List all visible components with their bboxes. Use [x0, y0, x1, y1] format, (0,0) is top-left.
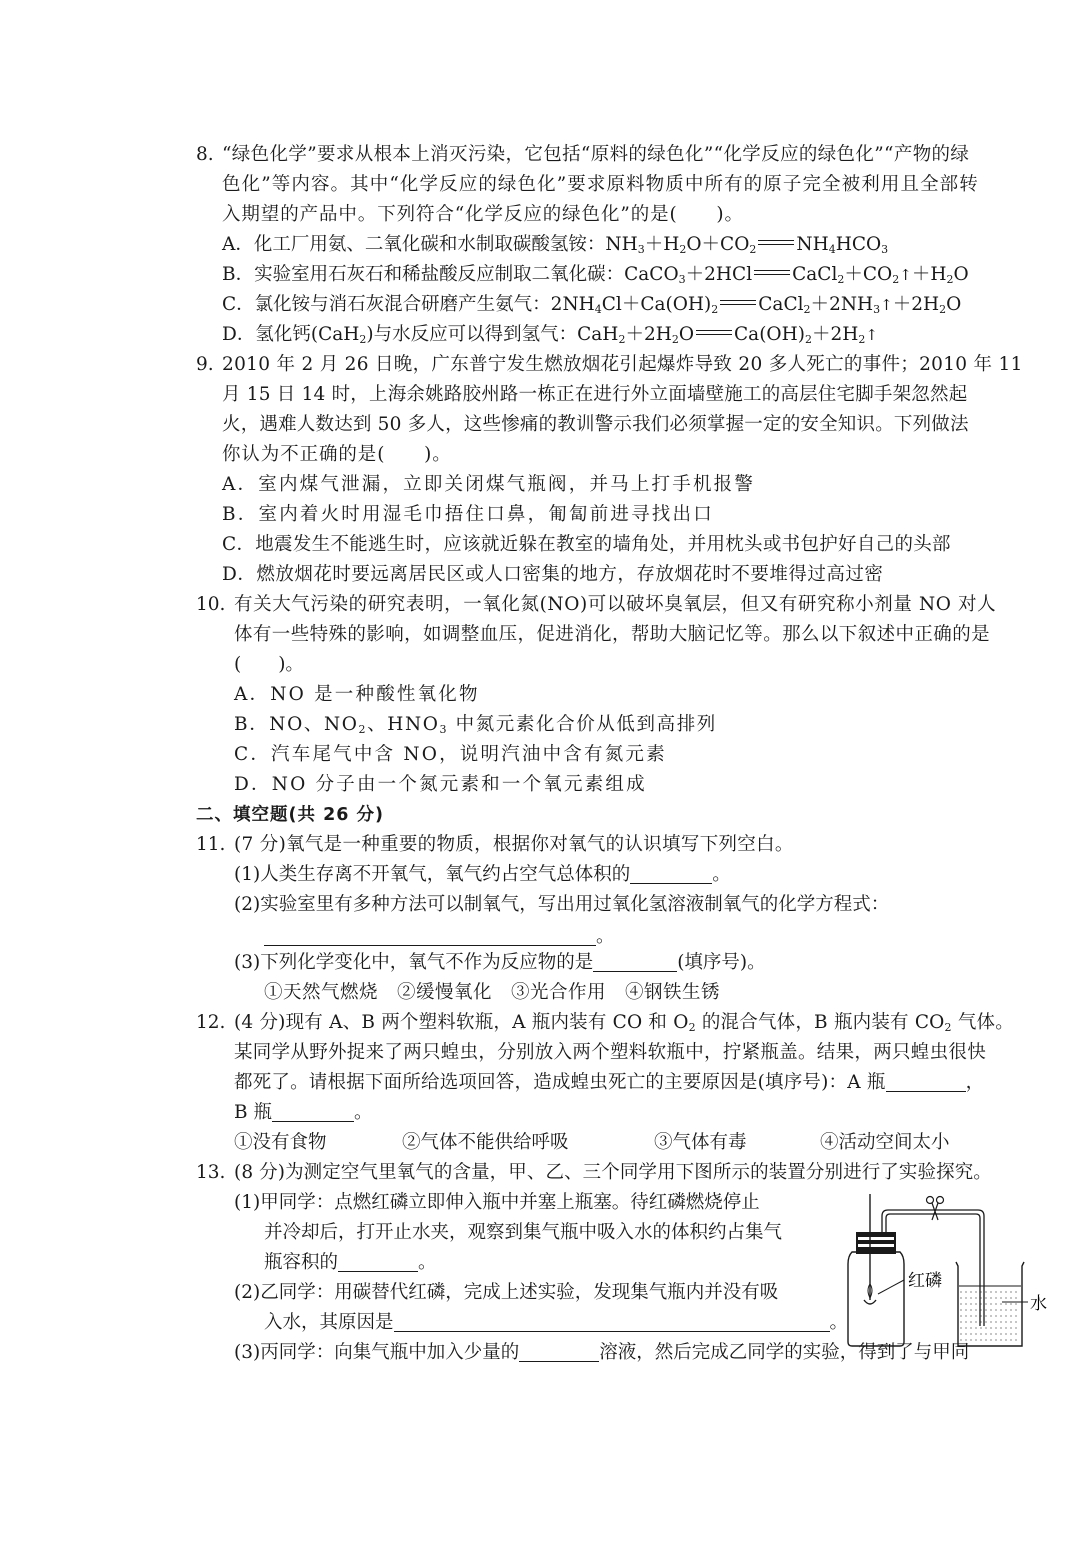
plus: ＋	[911, 264, 931, 285]
q13-part2-line1: (2)乙同学：用碳替代红磷，完成上述实验，发现集气瓶内并没有吸	[234, 1282, 779, 1303]
sub: 3	[881, 243, 889, 256]
f-2h: 2H	[911, 294, 940, 315]
formula	[605, 234, 888, 255]
f-cl: Cl	[601, 294, 622, 315]
answer-blank[interactable]	[886, 1071, 966, 1092]
period: 。	[353, 1102, 373, 1123]
formula	[624, 264, 969, 285]
sub: 3	[873, 303, 881, 316]
plus: ＋	[811, 324, 831, 345]
gas-arrow: ↑	[880, 296, 893, 314]
q8-stem-line3: 入期望的产品中。下列符合“化学反应的绿色化”的是( )。	[222, 204, 744, 225]
q13-part1-line2: 并冷却后，打开止水夹，观察到集气瓶中吸入水的体积约占集气	[264, 1222, 783, 1243]
f-nh: NH	[796, 234, 829, 255]
f-2nh: 2NH	[550, 294, 595, 315]
answer-blank[interactable]	[264, 925, 596, 946]
q11-part2: (2)实验室里有多种方法可以制氧气，写出用过氧化氢溶液制氧气的化学方程式：	[234, 894, 890, 915]
plus: ＋	[621, 294, 641, 315]
formula	[577, 324, 878, 345]
sub: 2	[803, 303, 811, 316]
q12-stem-line2: 某同学从野外捉来了两只蝗虫，分别放入两个塑料软瓶中，拧紧瓶盖。结果，两只蝗虫很快	[234, 1042, 987, 1063]
q9-option-b: B．室内着火时用湿毛巾捂住口鼻，匍匐前进寻找出口	[222, 504, 714, 525]
sub: 2	[858, 333, 866, 346]
period: 。	[418, 1252, 437, 1273]
q9-number: 9.	[196, 354, 214, 375]
answer-blank[interactable]	[272, 1101, 354, 1122]
q9-stem-line3: 火，遇难人数达到 50 多人，这些惨痛的教训警示我们必须掌握一定的安全知识。下列做法	[222, 414, 969, 435]
sub: 2	[946, 273, 954, 286]
f-o: O	[678, 324, 695, 345]
gas-arrow: ↑	[865, 326, 878, 344]
q12-stem-line4-text: B 瓶	[234, 1102, 272, 1123]
delivery-tube	[882, 1210, 984, 1326]
q9-stem-line1: 2010 年 2 月 26 日晚，广东普宁发生燃放烟花引起爆炸导致 20 多人死亡的事件；2010 年 11	[222, 354, 1023, 375]
q9-stem-line2: 月 15 日 14 时，上海余姚路胶州路一栋正在进行外立面墙壁施工的高层住宅脚手架忽然起	[222, 384, 968, 405]
sub: 2	[939, 303, 947, 316]
sub: 2	[358, 723, 368, 736]
q11-part3-suffix: (填序号)。	[677, 952, 766, 973]
f-2h: 2H	[643, 324, 672, 345]
q11-part1	[234, 860, 731, 890]
q11-part3	[234, 948, 766, 978]
q9-option-d: D．燃放烟花时要远离居民区或人口密集的地方，存放烟花时不要堆得过高过密	[222, 564, 884, 585]
q10-option-b-part2: 、HNO	[367, 714, 440, 735]
q12-stem-line4	[234, 1098, 373, 1128]
f-cacl: CaCl	[758, 294, 804, 315]
q12-stem-line1-part1: (4 分)现有 A、B 两个塑料软瓶，A 瓶内装有 CO 和 O	[234, 1012, 689, 1033]
sub: 2	[804, 333, 812, 346]
sub: 2	[671, 333, 679, 346]
q8-option-a-text: A．化工厂用氨、二氧化碳和水制取碳酸氢铵：	[222, 234, 606, 255]
q10-option-c: C．汽车尾气中含 NO，说明汽油中含有氮元素	[234, 744, 667, 765]
period: 。	[712, 864, 731, 885]
water	[960, 1292, 1020, 1340]
q12-stem-line1-part3: 气体。	[951, 1012, 1014, 1033]
q13-part1-line3	[264, 1248, 437, 1278]
q11-part3-text: (3)下列化学变化中，氧气不作为反应物的是	[234, 952, 594, 973]
q13-part3-suffix: 溶液，然后完成乙同学的实验，得到了与甲同	[599, 1342, 970, 1363]
sub: 3	[439, 723, 449, 736]
q11-part3-options: ①天然气燃烧 ②缓慢氧化 ③光合作用 ④钢铁生锈	[264, 982, 721, 1003]
q8-option-d	[222, 320, 878, 350]
q13-part1-line3-text: 瓶容积的	[264, 1252, 339, 1273]
q12-stem-line1	[234, 1008, 1014, 1038]
q12-option-2: ②气体不能供给呼吸	[402, 1132, 569, 1153]
sub: 2	[749, 243, 757, 256]
plus: ＋	[685, 264, 705, 285]
q8-option-c-text: C．氯化铵与消石灰混合研磨产生氨气：	[222, 294, 551, 315]
q8-option-d-text2: )与水反应可以得到氢气：	[366, 324, 578, 345]
answer-blank[interactable]	[593, 951, 677, 972]
q12-stem-line3-text: 都死了。请根据下面所给选项回答，造成蝗虫死亡的主要原因是(填序号)：A 瓶	[234, 1072, 886, 1093]
q13-stem: (8 分)为测定空气里氧气的含量，甲、乙、三个同学用下图所示的装置分别进行了实验探究。	[234, 1162, 992, 1183]
q13-part1-line1: (1)甲同学：点燃红磷立即伸入瓶中并塞上瓶塞。待红磷燃烧停止	[234, 1192, 760, 1213]
period: 。	[829, 1312, 849, 1333]
sub: 3	[637, 243, 645, 256]
answer-blank[interactable]	[630, 863, 712, 884]
sub: 2	[618, 333, 626, 346]
q10-option-a: A．NO 是一种酸性氧化物	[234, 684, 480, 705]
f-h: H	[930, 264, 947, 285]
f-co: CO	[720, 234, 750, 255]
equals-sign	[758, 240, 794, 245]
sub: 2	[688, 1021, 696, 1034]
sub: 2	[359, 333, 367, 346]
sub: 2	[679, 243, 687, 256]
q13-part2-line2	[264, 1308, 848, 1338]
period: 。	[596, 926, 615, 947]
q8-option-d-text: D．氢化钙(	[222, 324, 319, 345]
q11-part1-text: (1)人类生存离不开氧气，氧气约占空气总体积的	[234, 864, 631, 885]
plus: ＋	[892, 294, 912, 315]
q12-option-1: ①没有食物	[234, 1132, 327, 1153]
plus: ＋	[844, 264, 863, 285]
q8-option-a	[222, 230, 888, 260]
q8-option-c	[222, 290, 961, 320]
q8-number: 8.	[196, 144, 214, 165]
f-caoh: Ca(OH)	[640, 294, 712, 315]
answer-blank[interactable]	[519, 1341, 599, 1362]
q8-stem-line2: 色化”等内容。其中“化学反应的绿色化”要求原料物质中所有的原子完全被利用且全部转	[222, 174, 979, 195]
label-water: 水	[1030, 1294, 1047, 1314]
q8-stem-line1: “绿色化学”要求从根本上消灭污染，它包括“原料的绿色化”“化学反应的绿色化”“产物的绿	[222, 144, 970, 165]
q9-stem-line4: 你认为不正确的是( )。	[222, 444, 452, 465]
q12-stem-line3	[234, 1068, 984, 1098]
q11-number: 11.	[196, 834, 226, 855]
q10-option-d: D．NO 分子由一个氮元素和一个氧元素组成	[234, 774, 647, 795]
q11-stem: (7 分)氧气是一种重要的物质，根据你对氧气的认识填写下列空白。	[234, 834, 794, 855]
f-hcl: 2HCl	[704, 264, 753, 285]
q12-number: 12.	[196, 1012, 226, 1033]
q13-number: 13.	[196, 1162, 226, 1183]
f-cah: CaH	[318, 324, 360, 345]
q9-option-a: A．室内煤气泄漏，立即关闭煤气瓶阀，并马上打手机报警	[222, 474, 756, 495]
answer-blank[interactable]	[338, 1251, 418, 1272]
q10-number: 10.	[196, 594, 226, 615]
plus: ＋	[701, 234, 721, 255]
q10-stem-line2: 体有一些特殊的影响，如调整血压，促进消化，帮助大脑记忆等。那么以下叙述中正确的是	[234, 624, 991, 645]
f-o: O	[686, 234, 702, 255]
q10-option-b	[234, 710, 717, 740]
sub: 2	[837, 273, 845, 286]
gas-arrow: ↑	[899, 266, 912, 284]
sub: 4	[594, 303, 602, 316]
plus: ＋	[810, 294, 830, 315]
sub: 2	[711, 303, 719, 316]
answer-blank[interactable]	[394, 1311, 830, 1332]
q12-stem-line1-part2: 的混合气体，B 瓶内装有 CO	[695, 1012, 945, 1033]
q8-option-b	[222, 260, 969, 290]
f-o: O	[953, 264, 969, 285]
q10-stem-line1: 有关大气污染的研究表明，一氧化氮(NO)可以破坏臭氧层，但又有研究称小剂量 NO 对人	[234, 594, 997, 615]
f-caoh: Ca(OH)	[734, 324, 805, 345]
section-heading: 二、填空题(共 26 分)	[196, 805, 385, 825]
f-caco: CaCO	[624, 264, 679, 285]
q12-option-4: ④活动空间太小	[820, 1132, 950, 1153]
f-cacl: CaCl	[792, 264, 838, 285]
rubber-stopper	[856, 1232, 896, 1254]
q13-part3-text: (3)丙同学：向集气瓶中加入少量的	[234, 1342, 520, 1363]
plus: ＋	[625, 324, 644, 345]
q10-stem-line3: ( )。	[234, 654, 304, 675]
q12-option-3: ③气体有毒	[654, 1132, 747, 1153]
equals-sign	[720, 300, 756, 305]
q13-part2-line2-text: 入水，其原因是	[264, 1312, 394, 1333]
f-co: CO	[862, 264, 893, 285]
f-h: H	[663, 234, 680, 255]
label-red-phosphorus: 红磷	[908, 1271, 942, 1291]
f-o: O	[946, 294, 962, 315]
sub: 4	[828, 243, 836, 256]
equals-sign	[754, 270, 790, 275]
q9-option-c: C．地震发生不能逃生时，应该就近躲在教室的墙角处，并用枕头或书包护好自己的头部	[222, 534, 951, 555]
gas-collecting-bottle	[848, 1252, 904, 1346]
f-hco: HCO	[835, 234, 882, 255]
q8-option-b-text: B．实验室用石灰石和稀盐酸反应制取二氧化碳：	[222, 264, 625, 285]
equals-sign	[696, 330, 732, 335]
f-nh3: NH	[605, 234, 638, 255]
formula	[551, 294, 962, 315]
f-2h: 2H	[830, 324, 859, 345]
f-cah: CaH	[577, 324, 619, 345]
comma: ，	[965, 1072, 985, 1093]
plus: ＋	[644, 234, 664, 255]
sub: 2	[892, 273, 900, 286]
f-2nh: 2NH	[829, 294, 874, 315]
q10-option-b-part3: 中氮元素化合价从低到高排列	[455, 714, 717, 735]
q10-option-b-part1: B．NO、NO	[234, 714, 359, 735]
clamp-icon	[927, 1197, 944, 1221]
sub: 2	[944, 1021, 952, 1034]
sub: 3	[678, 273, 686, 286]
apparatus-figure	[842, 1190, 1052, 1350]
